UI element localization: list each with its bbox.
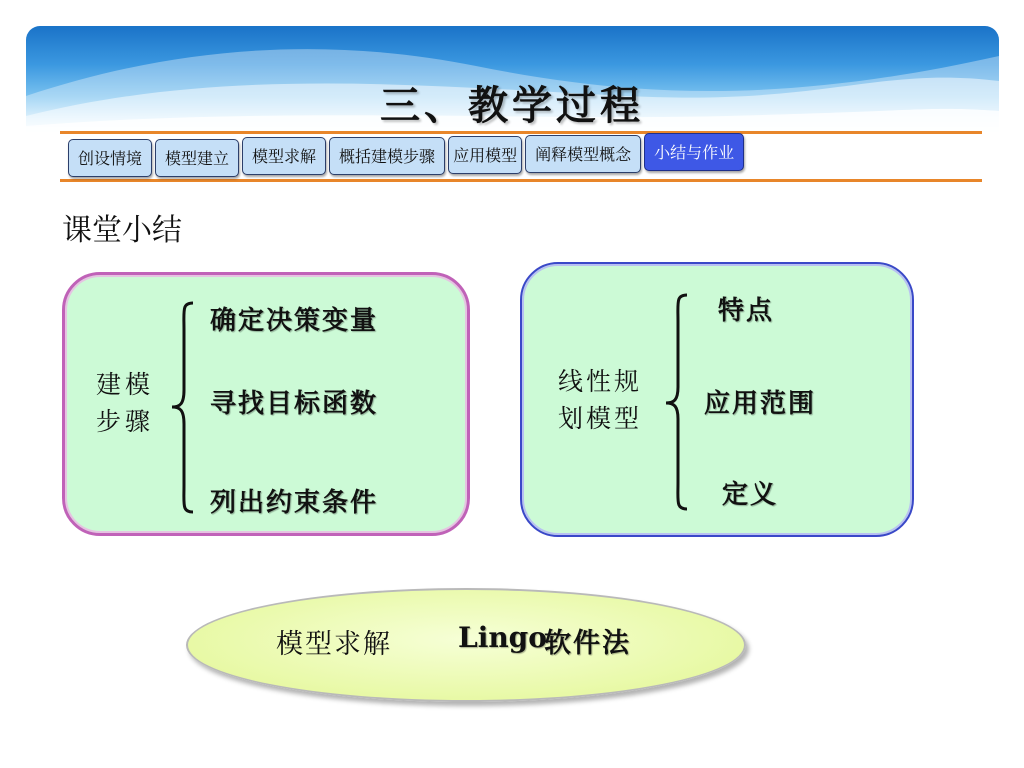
step-item-constraints: 列出约束条件 (210, 488, 379, 518)
tab-model-building[interactable]: 模型建立 (155, 139, 239, 177)
model-item-definition: 定义 (722, 480, 779, 510)
left-brace-icon (168, 300, 198, 515)
right-brace-icon (662, 292, 692, 512)
linear-model-label-line2: 划模型 (558, 404, 643, 433)
model-item-scope: 应用范围 (704, 389, 817, 419)
tab-apply-model[interactable]: 应用模型 (448, 136, 522, 174)
solution-label: 模型求解 (276, 629, 392, 660)
tab-explain-concept[interactable]: 阐释模型概念 (525, 135, 641, 173)
section-heading: 课堂小结 (62, 213, 182, 248)
nav-top-line (60, 131, 982, 134)
section-nav (68, 135, 744, 179)
tab-summarize-steps[interactable]: 概括建模步骤 (329, 137, 445, 175)
step-item-objective-function: 寻找目标函数 (210, 389, 379, 419)
model-item-features: 特点 (718, 296, 775, 326)
tab-situation[interactable]: 创设情境 (68, 139, 152, 177)
linear-model-label-line1: 线性规 (558, 367, 643, 396)
solution-method-latin: Lingo (458, 621, 547, 654)
modeling-steps-label-line1: 建模 (96, 370, 155, 399)
modeling-steps-label-line2: 步骤 (96, 407, 155, 436)
slide-title: 三、教学过程 (380, 82, 644, 129)
tab-model-solving[interactable]: 模型求解 (242, 137, 326, 175)
tab-summary-homework[interactable]: 小结与作业 (644, 133, 744, 171)
solution-method-cn: 软件法 (544, 628, 631, 659)
step-item-decision-variables: 确定决策变量 (210, 306, 379, 336)
nav-bottom-line (60, 179, 982, 182)
